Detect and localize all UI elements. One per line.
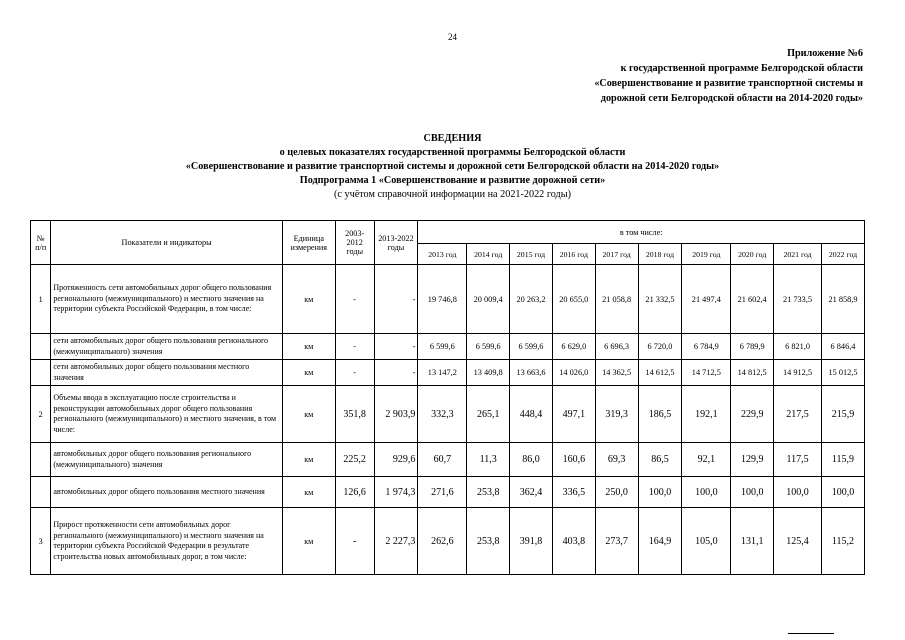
period-2013-2022-value: 1 974,3 [374,477,418,508]
year-value: 448,4 [510,386,553,443]
year-value: 332,3 [418,386,467,443]
unit-cell: км [282,386,335,443]
year-value: 14 812,5 [731,360,774,386]
period-2013-2022-value: 929,6 [374,443,418,477]
indicator-name: Протяженность сети автомобильных дорог общего пользования регионального (межмуниципального) и местного значения на территории субъекта Российской Федерации, в том числе: [51,265,282,334]
table-row [31,508,865,575]
row-number [31,334,51,360]
period-2003-2012-value: 126,6 [335,477,374,508]
year-value: 319,3 [595,386,638,443]
year-value: 20 655,0 [552,265,595,334]
year-value: 21 332,5 [638,265,682,334]
indicator-name: Прирост протяженности сети автомобильных дорог регионального (межмуниципального) и местного значения на территории субъекта Российской Федерации в результате строительства новых автомобильных дорог, в том числе: [51,508,282,575]
year-value: 21 733,5 [774,265,822,334]
year-value: 21 858,9 [822,265,865,334]
year-value: 271,6 [418,477,467,508]
year-value: 100,0 [682,477,731,508]
year-value: 391,8 [510,508,553,575]
year-value: 129,9 [731,443,774,477]
header-period-2013-2022: 2013-2022 годы [374,221,418,265]
year-value: 11,3 [467,443,510,477]
year-value: 131,1 [731,508,774,575]
period-2013-2022-value: - [374,334,418,360]
year-value: 262,6 [418,508,467,575]
year-value: 6 846,4 [822,334,865,360]
period-2013-2022-value: - [374,360,418,386]
year-value: 265,1 [467,386,510,443]
unit-cell: км [282,443,335,477]
year-value: 186,5 [638,386,682,443]
year-value: 15 012,5 [822,360,865,386]
year-value: 6 789,9 [731,334,774,360]
header-year: 2022 год [822,244,865,265]
heading-line: (с учётом справочной информации на 2021-2022 годы) [334,189,571,200]
table-row [31,334,865,360]
year-value: 229,9 [731,386,774,443]
year-value: 86,0 [510,443,553,477]
year-value: 273,7 [595,508,638,575]
header-year: 2021 год [774,244,822,265]
header-period-2003-2012: 2003-2012 годы [335,221,374,265]
unit-cell: км [282,360,335,386]
heading-line: Подпрограмма 1 «Совершенствование и развитие дорожной сети» [299,175,606,186]
year-value: 100,0 [774,477,822,508]
year-value: 13 409,8 [467,360,510,386]
header-year: 2014 год [467,244,510,265]
year-value: 115,2 [822,508,865,575]
year-value: 6 720,0 [638,334,682,360]
indicator-name: автомобильных дорог общего пользования местного значения [51,477,282,508]
header-year: 2020 год [731,244,774,265]
period-2003-2012-value: - [335,265,374,334]
appendix-line: дорожной сети Белгородской области на 2014-2020 годы» [600,93,863,104]
header-year: 2016 год [552,244,595,265]
unit-cell: км [282,477,335,508]
year-value: 6 821,0 [774,334,822,360]
year-value: 21 602,4 [731,265,774,334]
year-value: 125,4 [774,508,822,575]
year-value: 21 058,8 [595,265,638,334]
year-value: 6 696,3 [595,334,638,360]
year-value: 215,9 [822,386,865,443]
period-2013-2022-value: 2 903,9 [374,386,418,443]
year-value: 100,0 [638,477,682,508]
table-row [31,386,865,443]
header-including: в том числе: [418,221,865,244]
appendix-block [594,46,863,106]
appendix-line: Приложение №6 [787,48,863,59]
row-number: 1 [31,265,51,334]
period-2003-2012-value: - [335,334,374,360]
heading-title: СВЕДЕНИЯ [423,133,482,144]
year-value: 20 263,2 [510,265,553,334]
header-year: 2018 год [638,244,682,265]
indicators-table [30,220,865,575]
year-value: 217,5 [774,386,822,443]
indicator-name: автомобильных дорог общего пользования регионального (межмуниципального) значения [51,443,282,477]
year-value: 13 663,6 [510,360,553,386]
header-row [31,221,865,244]
year-value: 60,7 [418,443,467,477]
appendix-line: «Совершенствование и развитие транспортной системы и [594,78,863,89]
period-2003-2012-value: - [335,508,374,575]
document-heading [0,132,905,202]
year-value: 105,0 [682,508,731,575]
year-value: 117,5 [774,443,822,477]
year-value: 192,1 [682,386,731,443]
year-value: 21 497,4 [682,265,731,334]
table-row [31,443,865,477]
unit-cell: км [282,265,335,334]
year-value: 14 026,0 [552,360,595,386]
year-value: 6 599,6 [418,334,467,360]
row-number [31,443,51,477]
table-row [31,360,865,386]
year-value: 14 362,5 [595,360,638,386]
row-number: 3 [31,508,51,575]
page-number: 24 [448,32,457,42]
header-unit: Единица измерения [282,221,335,265]
header-year: 2013 год [418,244,467,265]
year-value: 115,9 [822,443,865,477]
year-value: 6 629,0 [552,334,595,360]
year-value: 69,3 [595,443,638,477]
year-value: 13 147,2 [418,360,467,386]
heading-line: о целевых показателях государственной программы Белгородской области [279,147,626,158]
year-value: 362,4 [510,477,553,508]
year-value: 14 912,5 [774,360,822,386]
year-value: 14 612,5 [638,360,682,386]
heading-line: «Совершенствование и развитие транспортной системы и дорожной сети Белгородской области на 2014-2020 годы» [185,161,720,172]
year-value: 6 784,9 [682,334,731,360]
year-value: 92,1 [682,443,731,477]
header-year: 2019 год [682,244,731,265]
footer-rule [788,633,834,634]
year-value: 160,6 [552,443,595,477]
indicator-name: Объемы ввода в эксплуатацию после строительства и реконструкции автомобильных дорог общего пользования регионального (межмуниципального) и местного значения, в том числе: [51,386,282,443]
year-value: 164,9 [638,508,682,575]
year-value: 403,8 [552,508,595,575]
indicator-name: сети автомобильных дорог общего пользования местного значения [51,360,282,386]
header-num: № п/п [31,221,51,265]
year-value: 19 746,8 [418,265,467,334]
period-2003-2012-value: 351,8 [335,386,374,443]
period-2003-2012-value: - [335,360,374,386]
header-indicator: Показатели и индикаторы [51,221,282,265]
year-value: 6 599,6 [467,334,510,360]
year-value: 250,0 [595,477,638,508]
period-2003-2012-value: 225,2 [335,443,374,477]
row-number: 2 [31,386,51,443]
table-row [31,265,865,334]
year-value: 100,0 [822,477,865,508]
year-value: 336,5 [552,477,595,508]
header-year: 2017 год [595,244,638,265]
row-number [31,477,51,508]
header-year: 2015 год [510,244,553,265]
year-value: 86,5 [638,443,682,477]
unit-cell: км [282,334,335,360]
appendix-line: к государственной программе Белгородской области [620,63,863,74]
year-value: 253,8 [467,508,510,575]
year-value: 253,8 [467,477,510,508]
year-value: 497,1 [552,386,595,443]
year-value: 100,0 [731,477,774,508]
year-value: 6 599,6 [510,334,553,360]
year-value: 20 009,4 [467,265,510,334]
period-2013-2022-value: 2 227,3 [374,508,418,575]
indicator-name: сети автомобильных дорог общего пользования регионального (межмуниципального) значения [51,334,282,360]
period-2013-2022-value: - [374,265,418,334]
unit-cell: км [282,508,335,575]
year-value: 14 712,5 [682,360,731,386]
row-number [31,360,51,386]
table-row [31,477,865,508]
